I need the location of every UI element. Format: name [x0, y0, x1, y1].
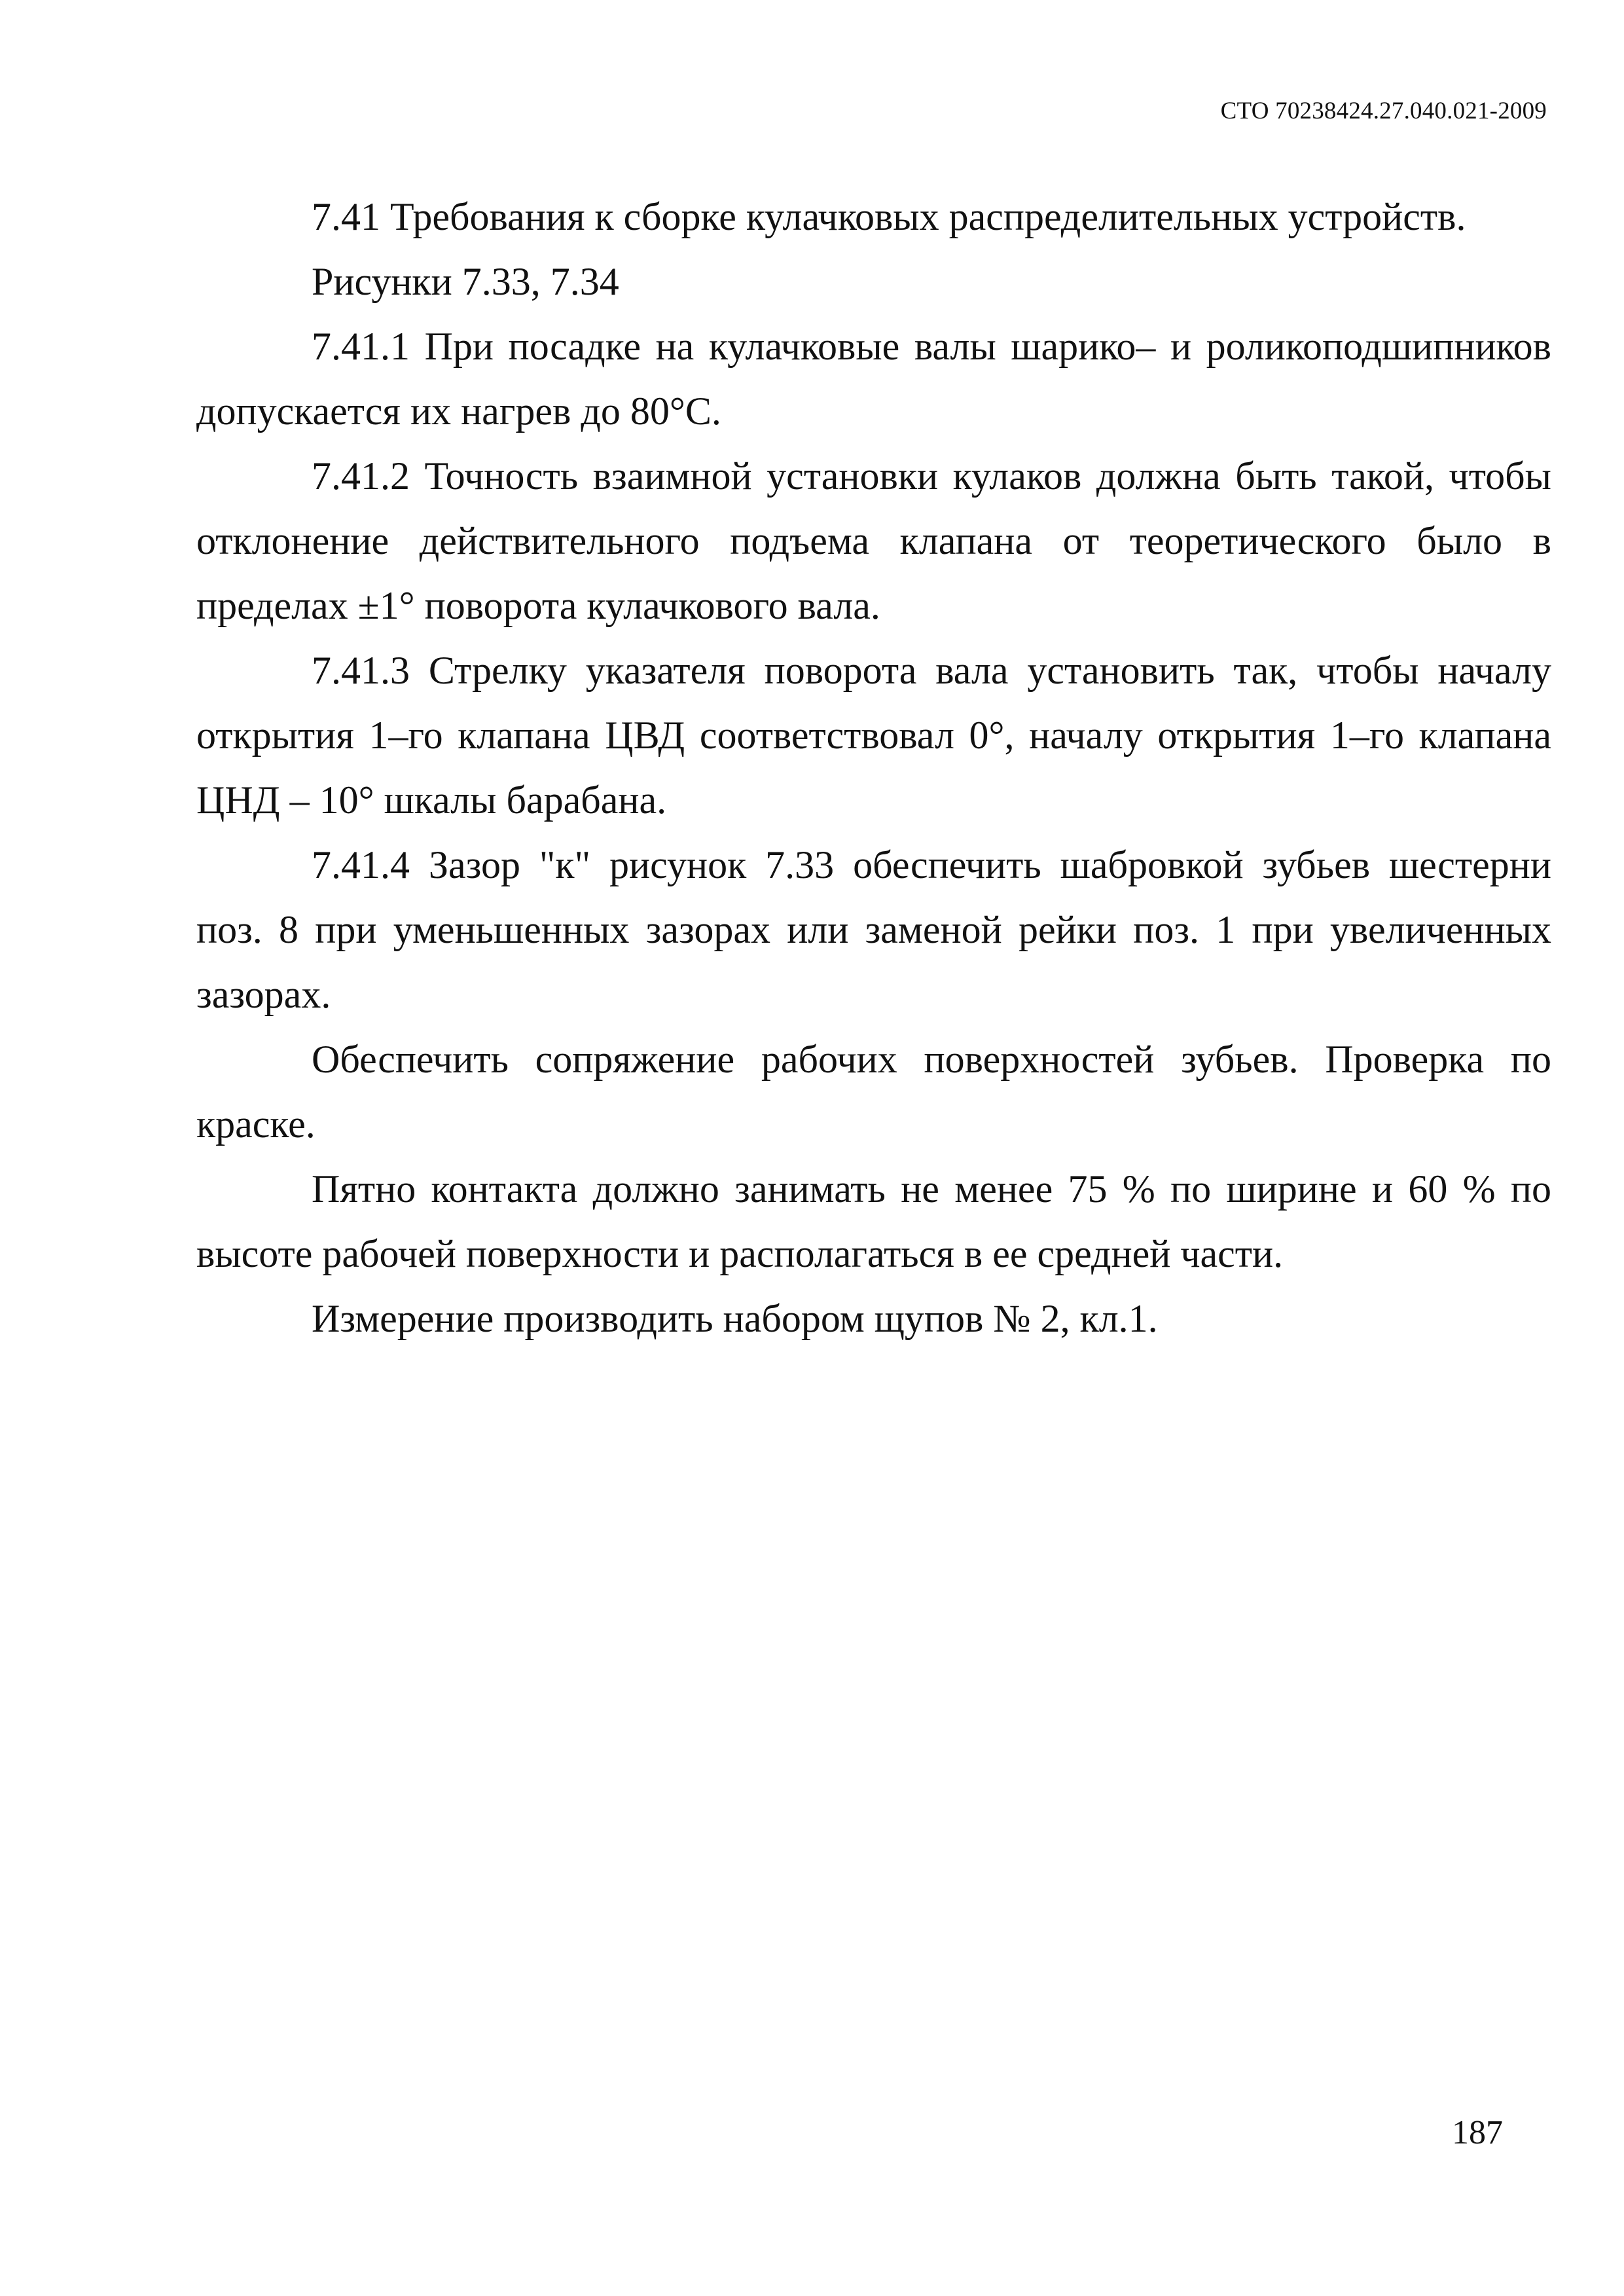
paragraph-mating-surfaces: Обеспечить сопряжение рабочих поверхностей зубьев. Проверка по краске. — [196, 1038, 1551, 1146]
paragraph-7-41-3: 7.41.3 Стрелку указателя поворота вала установить так, чтобы началу открытия 1–го клапана ЦВД соответствовал 0°, началу открытия 1–го клапана ЦНД – 10° шкалы барабана. — [196, 649, 1551, 822]
paragraph-7-41-2: 7.41.2 Точность взаимной установки кулаков должна быть такой, чтобы отклонение действительного подъема клапана от теоретического было в пределах ±1° поворота кулачкового вала. — [196, 454, 1551, 627]
section-heading-7-41: 7.41 Требования к сборке кулачковых распределительных устройств. — [312, 195, 1466, 238]
document-body — [196, 185, 1551, 1351]
figure-reference: Рисунки 7.33, 7.34 — [312, 260, 619, 303]
page-number: 187 — [1452, 2114, 1503, 2151]
paragraph-7-41-4: 7.41.4 Зазор "к" рисунок 7.33 обеспечить шабровкой зубьев шестерни поз. 8 при уменьшенных зазорах или заменой рейки поз. 1 при увеличенных зазорах. — [196, 843, 1551, 1016]
paragraph-contact-patch: Пятно контакта должно занимать не менее 75 % по ширине и 60 % по высоте рабочей поверхности и располагаться в ее средней части. — [196, 1167, 1551, 1275]
paragraph-measurement: Измерение производить набором щупов № 2, кл.1. — [312, 1297, 1158, 1340]
document-code-header: СТО 70238424.27.040.021-2009 — [1220, 98, 1547, 124]
paragraph-7-41-1: 7.41.1 При посадке на кулачковые валы шарико– и роликоподшипников допускается их нагрев до 80°С. — [196, 325, 1551, 433]
